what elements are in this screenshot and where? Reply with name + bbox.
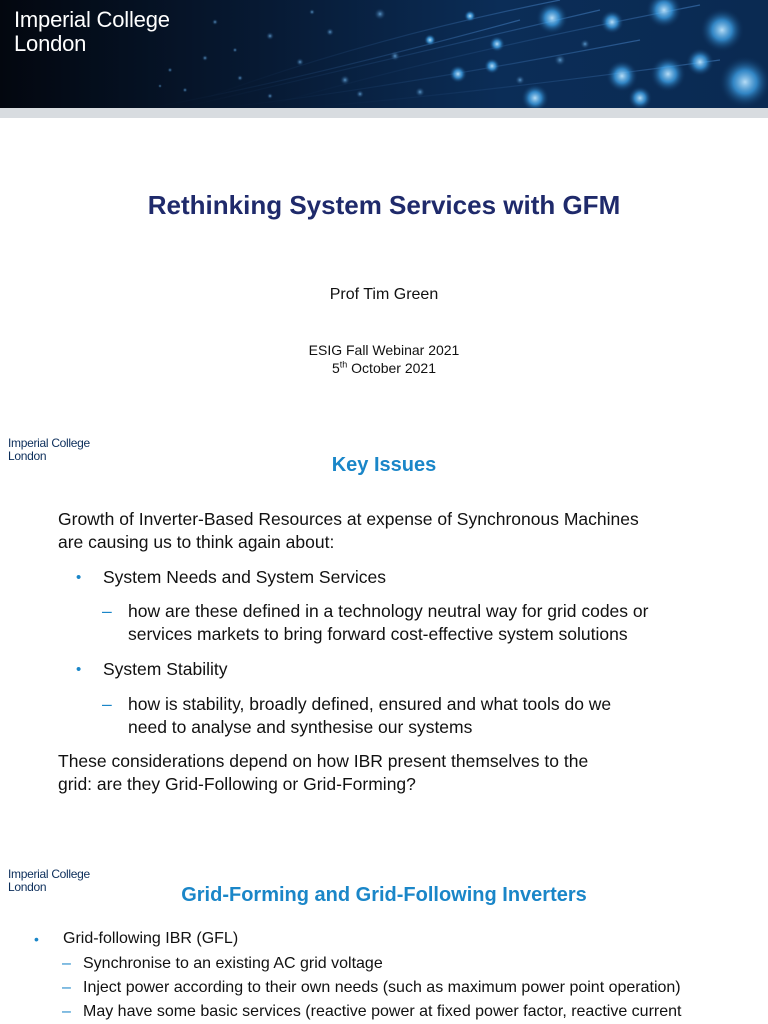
banner-divider xyxy=(0,108,768,118)
event-info xyxy=(0,341,768,377)
event-date: 5th October 2021 xyxy=(331,359,437,376)
imperial-college-logo xyxy=(14,8,170,56)
imperial-college-logo-small: Imperial College London xyxy=(8,867,90,894)
presenter-name: Prof Tim Green xyxy=(329,286,439,303)
presentation-title: Rethinking System Services with GFM xyxy=(147,190,621,220)
bullet-text: System Needs and System Services xyxy=(103,567,387,587)
event-name: ESIG Fall Webinar 2021 xyxy=(308,342,460,358)
intro-paragraph: Growth of Inverter-Based Resources at expense of Synchronous Machines are causing us to think again about: xyxy=(58,509,639,552)
outro-paragraph: These considerations depend on how IBR present themselves to the grid: are they Grid-Following or Grid-Forming? xyxy=(58,751,589,794)
dash-icon: – xyxy=(102,601,112,621)
dash-icon: – xyxy=(62,955,71,972)
slide-heading-grid-forming: Grid-Forming and Grid-Following Inverters xyxy=(181,884,587,906)
logo-line-1: Imperial College xyxy=(14,7,170,32)
bullet-icon: • xyxy=(34,931,39,947)
bullet-text: System Stability xyxy=(103,659,228,679)
bullet-icon: • xyxy=(76,569,82,586)
dash-icon: – xyxy=(62,1003,71,1020)
dash-icon: – xyxy=(102,694,112,714)
imperial-college-logo-small: Imperial College London xyxy=(8,436,90,463)
title-banner xyxy=(0,0,768,108)
bullet-text: Grid-following IBR (GFL) xyxy=(63,930,239,947)
dash-icon: – xyxy=(62,979,71,996)
slide-heading-key-issues: Key Issues xyxy=(331,454,437,476)
logo-line-2: London xyxy=(14,31,87,56)
bullet-icon: • xyxy=(76,661,82,678)
